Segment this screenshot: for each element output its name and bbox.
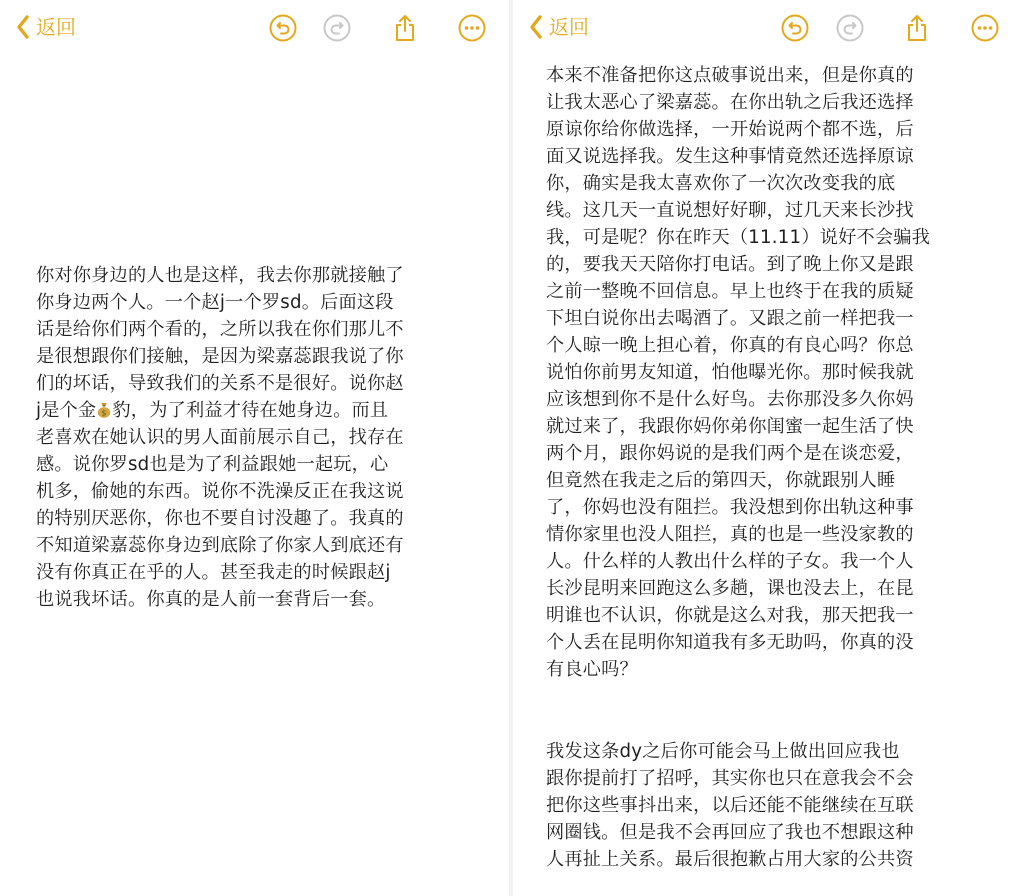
chevron-left-icon xyxy=(14,12,32,42)
more-button-right[interactable] xyxy=(970,13,1000,43)
redo-icon xyxy=(835,13,865,43)
share-button-right[interactable] xyxy=(902,13,932,43)
more-button-left[interactable] xyxy=(457,13,487,43)
nav-bar-right xyxy=(513,0,1024,56)
back-label: 返回 xyxy=(549,15,589,39)
redo-icon xyxy=(322,13,352,43)
undo-button-right[interactable] xyxy=(780,13,810,43)
more-icon xyxy=(970,13,1000,43)
share-icon xyxy=(390,13,420,43)
note-text-part1: 你对你身边的人也是这样，我去你那就接触了 你身边两个人。一个赵j一个罗sd。后面这段 话是给你们两个看的，之所以我在你们那儿不 是很想跟你们接触，是因为梁嘉蕊跟我说了你 们的坏话，导致我们的关系不是很好。说你赵 j是个金 xyxy=(36,265,404,421)
back-button-left[interactable] xyxy=(14,12,76,42)
note-body-right-paragraph-2[interactable]: 我发这条dy之后你可能会马上做出回应我也 跟你提前打了招呼，其实你也只在意我会不会 把你这些事抖出来，以后还能不能继续在互联 网圈钱。但是我不会再回应了我也不想跟这种 人再扯上关系。最后很抱歉占用大家的公共资 xyxy=(546,741,914,870)
share-icon xyxy=(902,13,932,43)
redo-button-right[interactable] xyxy=(835,13,865,43)
chevron-left-icon xyxy=(527,12,545,42)
undo-icon xyxy=(780,13,810,43)
undo-icon xyxy=(268,13,298,43)
money-bag-icon xyxy=(97,399,111,418)
note-text-part2: 豹，为了利益才待在她身边。而且 老喜欢在她认识的男人面前展示自己，找存在 感。说你罗sd也是为了利益跟她一起玩，心 机多，偷她的东西。说你不洗澡反正在我这说 的特别厌恶你，你也不要自讨没趣了。我真的 不知道梁嘉蕊你身边到底除了你家人到底还有 没有你真正在乎的人。甚至我走的时候跟赵j 也说我坏话。你真的是人前一套背后一套。 xyxy=(36,400,404,610)
undo-button-left[interactable] xyxy=(268,13,298,43)
back-button-right[interactable] xyxy=(527,12,589,42)
note-body-left[interactable] xyxy=(36,262,496,613)
more-icon xyxy=(457,13,487,43)
nav-bar-left xyxy=(0,0,509,56)
back-label: 返回 xyxy=(36,15,76,39)
redo-button-left[interactable] xyxy=(322,13,352,43)
svg-text:$: $ xyxy=(101,408,108,418)
note-body-right-paragraph-1[interactable]: 本来不准备把你这点破事说出来，但是你真的 让我太恶心了梁嘉蕊。在你出轨之后我还选择 原谅你给你做选择，一开始说两个都不选，后 面又说选择我。发生这种事情竟然还选择原谅 你，确实是我太喜欢你了一次次改变我的底 线。这几天一直说想好好聊，过几天来长沙找 我，可是呢？你在昨天（11.11）说好不会骗我 的，要我天天陪你打电话。到了晚上你又是跟 之前一整晚不回信息。早上也终于在我的质疑 下坦白说你出去喝酒了。又跟之前一样把我一 个人晾一晚上担心着，你真的有良心吗？你总 说怕你前男友知道，怕他曝光你。那时候我就 应该想到你不是什么好鸟。去你那没多久你妈 就过来了，我跟你妈你弟你闺蜜一起生活了快 两个月，跟你妈说的是我们两个是在谈恋爱， 但竟然在我走之后的第四天，你就跟别人睡 了，你妈也没有阻拦。我没想到你出轨这种事 情你家里也没人阻拦，真的也是一些没家教的 人。什么样的人教出什么样的子女。我一个人 长沙昆明来回跑这么多趟，课也没去上，在昆 明谁也不认识，你就是这么对我，那天把我一 个人丢在昆明你知道我有多无助吗，你真的没 有良心吗？ xyxy=(546,65,931,680)
share-button-left[interactable] xyxy=(390,13,420,43)
